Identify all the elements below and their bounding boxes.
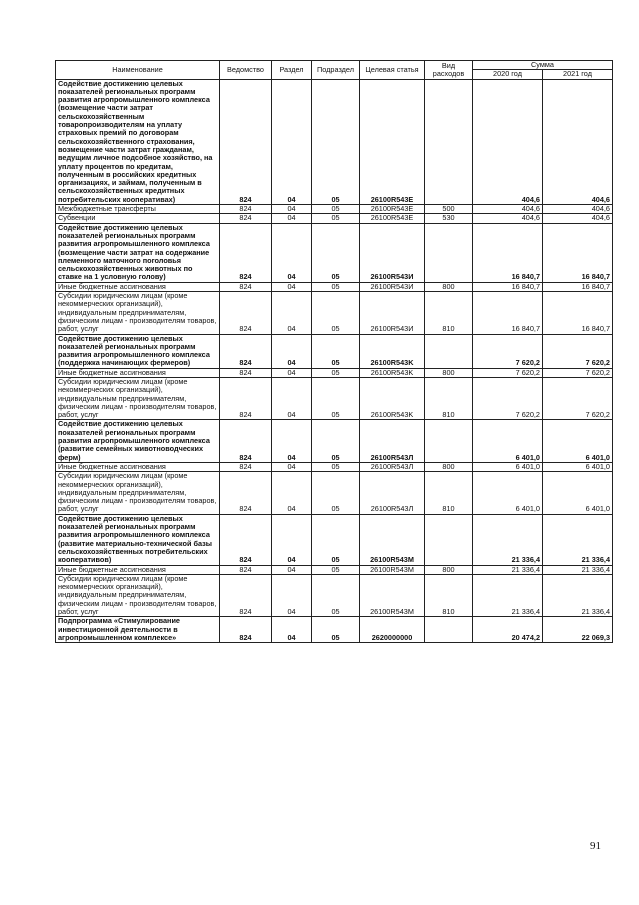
table-row (56, 205, 613, 214)
table-header (56, 61, 613, 80)
table-row (56, 368, 613, 377)
table-row (56, 334, 613, 368)
row-expense-type (425, 514, 473, 565)
row-section: 04 (272, 368, 312, 377)
row-section: 04 (272, 472, 312, 514)
row-amount-2021: 6 401,0 (543, 462, 613, 471)
row-expense-type: 810 (425, 292, 473, 334)
row-subsection: 05 (312, 617, 360, 643)
row-department: 824 (220, 472, 272, 514)
row-department: 824 (220, 574, 272, 616)
table-row (56, 282, 613, 291)
row-amount-2021: 21 336,4 (543, 565, 613, 574)
row-target-article: 26100R543K (360, 368, 425, 377)
row-subsection: 05 (312, 420, 360, 462)
row-name: Субсидии юридическим лицам (кроме некоммерческих организаций), индивидуальным предпринимателям, физическим лицам - производителям товаров, работ, услуг (56, 574, 220, 616)
row-amount-2021: 7 620,2 (543, 334, 613, 368)
row-subsection: 05 (312, 377, 360, 419)
row-section: 04 (272, 617, 312, 643)
row-target-article: 26100R543И (360, 282, 425, 291)
row-amount-2021: 16 840,7 (543, 292, 613, 334)
row-section: 04 (272, 292, 312, 334)
row-expense-type: 800 (425, 462, 473, 471)
row-name: Иные бюджетные ассигнования (56, 282, 220, 291)
row-department: 824 (220, 514, 272, 565)
row-name: Содействие достижению целевых показателей региональных программ развития агропромышленного комплекса (развитие материально-технической базы сельскохозяйственных потребительских кооперативов) (56, 514, 220, 565)
row-name: Субсидии юридическим лицам (кроме некоммерческих организаций), индивидуальным предпринимателям, физическим лицам - производителям товаров, работ, услуг (56, 377, 220, 419)
row-department: 824 (220, 282, 272, 291)
row-amount-2020: 404,6 (473, 79, 543, 204)
row-amount-2020: 7 620,2 (473, 334, 543, 368)
row-expense-type (425, 79, 473, 204)
row-amount-2020: 7 620,2 (473, 377, 543, 419)
row-amount-2021: 7 620,2 (543, 368, 613, 377)
row-amount-2021: 6 401,0 (543, 472, 613, 514)
row-expense-type: 810 (425, 574, 473, 616)
row-section: 04 (272, 462, 312, 471)
header-expense-type: Вид расходов (425, 61, 473, 80)
row-department: 824 (220, 214, 272, 223)
table-row (56, 617, 613, 643)
row-name: Содействие достижению целевых показателей региональных программ развития агропромышленного комплекса (возмещение части затрат на содержание племенного маточного поголовья сельскохозяйственных животных по ставке на 1 условную голову) (56, 223, 220, 282)
row-target-article: 26100R543K (360, 334, 425, 368)
header-department: Ведомство (220, 61, 272, 80)
row-name: Содействие достижению целевых показателей региональных программ развития агропромышленного комплекса (развитие семейных животноводческих ферм) (56, 420, 220, 462)
row-subsection: 05 (312, 214, 360, 223)
row-section: 04 (272, 565, 312, 574)
row-name: Иные бюджетные ассигнования (56, 462, 220, 471)
header-section: Раздел (272, 61, 312, 80)
row-amount-2020: 6 401,0 (473, 420, 543, 462)
row-amount-2021: 404,6 (543, 205, 613, 214)
row-department: 824 (220, 223, 272, 282)
row-target-article: 26100R543M (360, 574, 425, 616)
table-row (56, 462, 613, 471)
table-row (56, 420, 613, 462)
row-target-article: 26100R543M (360, 514, 425, 565)
table-row (56, 292, 613, 334)
row-target-article: 2620000000 (360, 617, 425, 643)
table-row (56, 214, 613, 223)
row-subsection: 05 (312, 472, 360, 514)
row-name: Субсидии юридическим лицам (кроме некоммерческих организаций), индивидуальным предпринимателям, физическим лицам - производителям товаров, работ, услуг (56, 292, 220, 334)
header-target-article: Целевая статья (360, 61, 425, 80)
header-year-2020: 2020 год (473, 70, 543, 79)
row-amount-2020: 16 840,7 (473, 223, 543, 282)
row-amount-2021: 404,6 (543, 214, 613, 223)
row-target-article: 26100R543Л (360, 472, 425, 514)
row-subsection: 05 (312, 282, 360, 291)
row-amount-2021: 16 840,7 (543, 282, 613, 291)
row-subsection: 05 (312, 574, 360, 616)
row-target-article: 26100R543И (360, 223, 425, 282)
row-name: Иные бюджетные ассигнования (56, 565, 220, 574)
row-subsection: 05 (312, 514, 360, 565)
row-section: 04 (272, 514, 312, 565)
row-target-article: 26100R543E (360, 79, 425, 204)
row-target-article: 26100R543K (360, 377, 425, 419)
row-section: 04 (272, 223, 312, 282)
row-expense-type: 500 (425, 205, 473, 214)
row-department: 824 (220, 292, 272, 334)
row-amount-2021: 21 336,4 (543, 514, 613, 565)
row-target-article: 26100R543E (360, 205, 425, 214)
row-target-article: 26100R543M (360, 565, 425, 574)
row-expense-type (425, 420, 473, 462)
row-expense-type: 810 (425, 472, 473, 514)
row-name: Подпрограмма «Стимулирование инвестиционной деятельности в агропромышленном комплексе» (56, 617, 220, 643)
row-amount-2020: 21 336,4 (473, 565, 543, 574)
table-row (56, 514, 613, 565)
row-amount-2021: 6 401,0 (543, 420, 613, 462)
row-amount-2021: 7 620,2 (543, 377, 613, 419)
row-subsection: 05 (312, 223, 360, 282)
page-number: 91 (590, 840, 601, 852)
row-department: 824 (220, 334, 272, 368)
row-subsection: 05 (312, 79, 360, 204)
row-name: Иные бюджетные ассигнования (56, 368, 220, 377)
row-amount-2020: 16 840,7 (473, 292, 543, 334)
row-target-article: 26100R543И (360, 292, 425, 334)
row-section: 04 (272, 377, 312, 419)
row-amount-2020: 16 840,7 (473, 282, 543, 291)
row-target-article: 26100R543E (360, 214, 425, 223)
row-section: 04 (272, 334, 312, 368)
row-subsection: 05 (312, 462, 360, 471)
table-body (56, 79, 613, 643)
row-expense-type: 800 (425, 368, 473, 377)
row-expense-type (425, 334, 473, 368)
row-expense-type: 800 (425, 565, 473, 574)
budget-table (55, 60, 613, 643)
table-row (56, 565, 613, 574)
row-amount-2020: 6 401,0 (473, 472, 543, 514)
row-department: 824 (220, 368, 272, 377)
row-expense-type (425, 223, 473, 282)
row-department: 824 (220, 79, 272, 204)
table-row (56, 223, 613, 282)
row-name: Субвенции (56, 214, 220, 223)
header-name: Наименование (56, 61, 220, 80)
row-expense-type: 800 (425, 282, 473, 291)
row-subsection: 05 (312, 205, 360, 214)
table-row (56, 574, 613, 616)
row-name: Межбюджетные трансферты (56, 205, 220, 214)
row-amount-2020: 404,6 (473, 205, 543, 214)
row-amount-2021: 21 336,4 (543, 574, 613, 616)
row-target-article: 26100R543Л (360, 420, 425, 462)
row-subsection: 05 (312, 368, 360, 377)
row-amount-2021: 16 840,7 (543, 223, 613, 282)
row-amount-2020: 7 620,2 (473, 368, 543, 377)
row-amount-2021: 404,6 (543, 79, 613, 204)
row-department: 824 (220, 617, 272, 643)
row-subsection: 05 (312, 292, 360, 334)
row-expense-type: 810 (425, 377, 473, 419)
row-section: 04 (272, 79, 312, 204)
row-amount-2020: 404,6 (473, 214, 543, 223)
table-row (56, 472, 613, 514)
row-section: 04 (272, 420, 312, 462)
row-department: 824 (220, 565, 272, 574)
row-expense-type: 530 (425, 214, 473, 223)
header-year-2021: 2021 год (543, 70, 613, 79)
row-department: 824 (220, 462, 272, 471)
row-name: Содействие достижению целевых показателей региональных программ развития агропромышленного комплекса (поддержка начинающих фермеров) (56, 334, 220, 368)
header-amount: Сумма (473, 61, 613, 70)
row-subsection: 05 (312, 334, 360, 368)
row-amount-2020: 21 336,4 (473, 514, 543, 565)
header-subsection: Подраздел (312, 61, 360, 80)
row-target-article: 26100R543Л (360, 462, 425, 471)
row-expense-type (425, 617, 473, 643)
row-name: Субсидии юридическим лицам (кроме некоммерческих организаций), индивидуальным предпринимателям, физическим лицам - производителям товаров, работ, услуг (56, 472, 220, 514)
table-row (56, 79, 613, 204)
row-department: 824 (220, 420, 272, 462)
row-amount-2020: 6 401,0 (473, 462, 543, 471)
row-amount-2021: 22 069,3 (543, 617, 613, 643)
row-amount-2020: 20 474,2 (473, 617, 543, 643)
table-row (56, 377, 613, 419)
row-subsection: 05 (312, 565, 360, 574)
row-department: 824 (220, 377, 272, 419)
row-amount-2020: 21 336,4 (473, 574, 543, 616)
row-section: 04 (272, 282, 312, 291)
row-section: 04 (272, 205, 312, 214)
row-section: 04 (272, 214, 312, 223)
row-section: 04 (272, 574, 312, 616)
row-name: Содействие достижению целевых показателей региональных программ развития агропромышленного комплекса (возмещение части затрат сельскохозяйственным товаропроизводителям на уплату страховых премий по договорам сельскохозяйственного страхования, возмещение части затрат гражданам, ведущим личное подсобное хозяйство, на уплату процентов по кредитам, полученным в российских кредитных организациях, и займам, полученным в сельскохозяйственных кредитных потребительских кооперативах) (56, 79, 220, 204)
row-department: 824 (220, 205, 272, 214)
